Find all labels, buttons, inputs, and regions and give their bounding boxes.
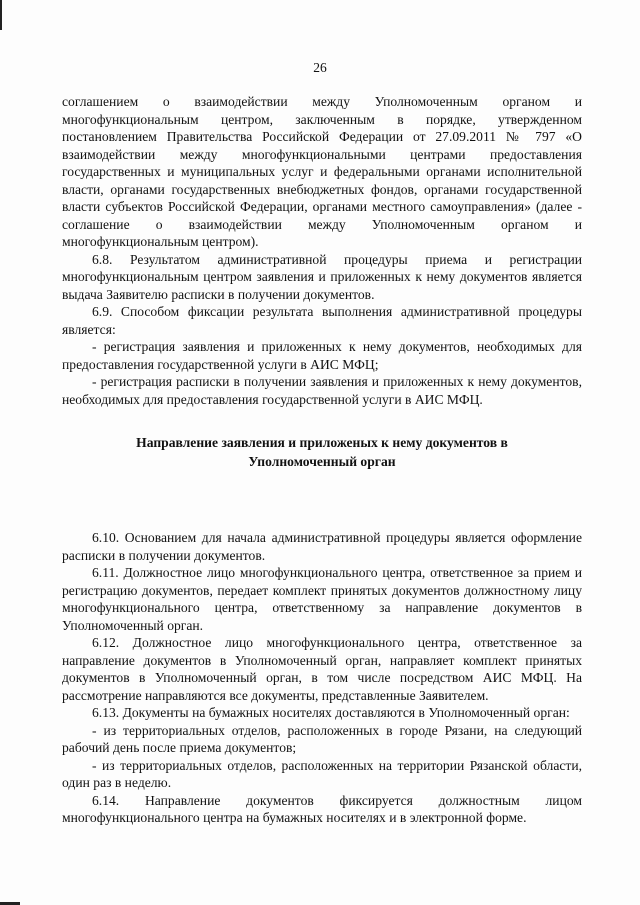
scan-edge-mark	[0, 0, 2, 30]
paragraph: соглашением о взаимодействии между Уполномоченным органом и многофункциональным центром, заключенным в порядке, утвержденном постановлением Правительства Российской Федерации от 27.09.2011 № 797 «О взаимодействии между многофункциональными центрами предоставления государственных и муниципальных услуг и федеральными органами исполнительной власти, органами государственных внебюджетных фондов, органами государственной власти субъектов Российской Федерации, органами местного самоуправления» (далее - соглашение о взаимодействии между Уполномоченным органом и многофункциональным центром).	[62, 94, 582, 249]
paragraph: 6.13. Документы на бумажных носителях доставляются в Уполномоченный орган:	[92, 705, 570, 720]
paragraph: 6.8. Результатом административной процедуры приема и регистрации многофункциональным центром заявления и приложенных к нему документов является выдача Заявителю расписки в получении документов.	[62, 251, 582, 302]
paragraph: 6.12. Должностное лицо многофункционального центра, ответственное за направление документов в Уполномоченный орган, направляет комплект принятых документов в Уполномоченный орган, в том числе посредством АИС МФЦ. На рассмотрение направляются все документы, представленные Заявителем.	[62, 635, 582, 703]
paragraph: 6.11. Должностное лицо многофункционального центра, ответственное за прием и регистрацию документов, передает комплект принятых документов должностному лицу многофункционального центра, ответственному за направление документов в Уполномоченный орган.	[62, 565, 582, 633]
document-body	[62, 93, 582, 827]
section-heading: Направление заявления и приложеных к нему документов в Уполномоченный орган	[136, 435, 508, 469]
paragraph: 6.10. Основанием для начала административной процедуры является оформление расписки в получении документов.	[62, 530, 582, 563]
paragraph: 6.14. Направление документов фиксируется должностным лицом многофункционального центра на бумажных носителях и в электронной форме.	[62, 792, 582, 825]
list-item: - из территориальных отделов, расположенных в городе Рязани, на следующий рабочий день после приема документов;	[62, 722, 582, 755]
list-item: - из территориальных отделов, расположенных на территории Рязанской области, один раз в неделю.	[62, 757, 582, 790]
paragraph: 6.9. Способом фиксации результата выполнения административной процедуры является:	[62, 304, 582, 337]
list-item: - регистрация расписки в получении заявления и приложенных к нему документов, необходимых для предоставления государственной услуги в АИС МФЦ.	[62, 374, 582, 407]
list-item: - регистрация заявления и приложенных к нему документов, необходимых для предоставления государственной услуги в АИС МФЦ;	[62, 339, 582, 372]
page-number: 26	[313, 60, 327, 75]
